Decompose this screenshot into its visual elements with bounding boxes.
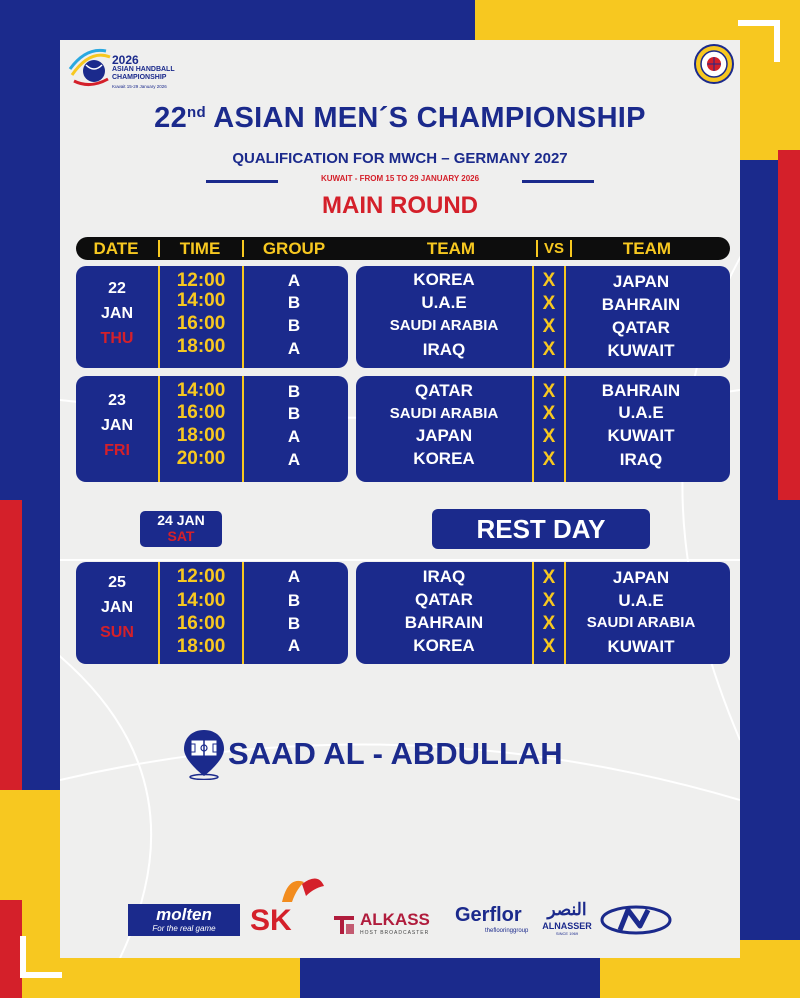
- versus-mark: X: [542, 339, 556, 360]
- match-group: A: [287, 271, 301, 290]
- day-1-time-box: [76, 266, 348, 368]
- title-number: 22: [154, 102, 188, 134]
- page-title: [60, 102, 740, 135]
- header-time: TIME: [179, 239, 221, 258]
- dates-line: KUWAIT - FROM 15 TO 29 JANUARY 2026: [320, 174, 480, 183]
- corner-bracket-top-right: [738, 20, 780, 62]
- alkass-logo-icon: [332, 912, 356, 936]
- versus-mark: X: [542, 590, 556, 611]
- home-team: SAUDI ARABIA: [389, 405, 499, 422]
- background-red-strip: [778, 150, 800, 500]
- sponsor-gerflor-name: Gerflor: [455, 904, 522, 926]
- subtitle: QUALIFICATION FOR MWCH – GERMANY 2027: [232, 150, 568, 167]
- logo-line-1: ASIAN HANDBALL: [112, 66, 175, 73]
- corner-bracket-bottom-left: [20, 936, 62, 978]
- rest-date-text: 24 JAN: [157, 512, 205, 528]
- day-weekday: SUN: [100, 624, 134, 641]
- sponsor-alkass-name: ALKASS: [360, 910, 430, 929]
- day-number: 23: [108, 392, 126, 409]
- away-team: JAPAN: [612, 272, 670, 291]
- versus-mark: X: [542, 316, 556, 337]
- match-time: 12:00: [176, 566, 226, 587]
- home-team: KOREA: [413, 636, 475, 655]
- match-time: 14:00: [176, 380, 226, 401]
- background-red-strip-bottom: [0, 900, 22, 998]
- sponsors-bar: [60, 870, 740, 958]
- home-team: IRAQ: [422, 340, 466, 359]
- match-time: 18:00: [176, 636, 226, 657]
- schedule-header: [76, 237, 730, 260]
- sponsor-gerflor-tagline: theflooringgroup: [485, 928, 529, 934]
- away-team: U.A.E: [618, 403, 664, 422]
- match-group: B: [287, 293, 301, 312]
- versus-mark: X: [542, 613, 556, 634]
- header-team-2: TEAM: [622, 239, 672, 258]
- championship-logo: [68, 43, 188, 95]
- sponsor-molten-tagline: For the real game: [152, 924, 216, 933]
- home-team: QATAR: [415, 381, 473, 400]
- match-group: A: [287, 567, 301, 586]
- logo-year: 2026: [112, 53, 139, 67]
- match-group: B: [287, 404, 301, 423]
- match-time: 16:00: [176, 313, 226, 334]
- match-group: A: [287, 636, 301, 655]
- title-text: ASIAN MEN´S CHAMPIONSHIP: [205, 102, 646, 134]
- home-team: JAPAN: [415, 426, 473, 445]
- match-group: B: [287, 591, 301, 610]
- sponsor-alnasser-arabic: النصر: [547, 900, 587, 919]
- sponsor-sk: SK: [250, 904, 292, 937]
- match-time: 12:00: [176, 270, 226, 291]
- away-team: KUWAIT: [607, 426, 675, 445]
- versus-mark: X: [542, 636, 556, 657]
- day-number: 22: [108, 280, 126, 297]
- logo-line-2: CHAMPIONSHIP: [112, 74, 167, 81]
- match-group: A: [287, 450, 301, 469]
- main-round-heading: MAIN ROUND: [322, 192, 478, 219]
- match-group: B: [287, 614, 301, 633]
- day-weekday: FRI: [104, 442, 130, 459]
- location-pin-icon: [181, 728, 227, 780]
- versus-mark: X: [542, 293, 556, 314]
- match-group: A: [287, 339, 301, 358]
- match-group: B: [287, 382, 301, 401]
- day-1-teams-box: [356, 266, 730, 368]
- versus-mark: X: [542, 449, 556, 470]
- away-team: QATAR: [612, 318, 670, 337]
- versus-mark: X: [542, 426, 556, 447]
- logo-line-3: Kuwait 15-29 January 2026: [112, 84, 167, 89]
- sponsor-molten: [128, 904, 240, 936]
- federation-emblem-icon: [694, 44, 734, 84]
- match-time: 20:00: [176, 448, 226, 469]
- rest-day-date: [140, 511, 222, 547]
- away-team: IRAQ: [619, 450, 663, 469]
- home-team: KOREA: [413, 270, 475, 289]
- home-team: KOREA: [413, 449, 475, 468]
- match-time: 14:00: [176, 290, 226, 311]
- match-group: B: [287, 316, 301, 335]
- day-weekday: THU: [100, 330, 134, 347]
- versus-mark: X: [542, 270, 556, 291]
- sponsor-alnasser: [538, 900, 596, 940]
- sponsor-molten-name: molten: [156, 905, 212, 924]
- away-team: KUWAIT: [607, 341, 675, 360]
- away-team: BAHRAIN: [601, 381, 681, 400]
- home-team: IRAQ: [422, 567, 466, 586]
- day-2-time-box: [76, 376, 348, 482]
- sponsor-alkass: [332, 910, 452, 940]
- day-3-time-box: [76, 562, 348, 664]
- day-3-teams-box: [356, 562, 730, 664]
- versus-mark: X: [542, 381, 556, 402]
- rest-weekday-text: SAT: [167, 528, 195, 544]
- n-brand-logo-icon: [600, 904, 672, 936]
- away-team: U.A.E: [618, 591, 664, 610]
- away-team: SAUDI ARABIA: [586, 614, 696, 631]
- match-group: A: [287, 427, 301, 446]
- home-team: SAUDI ARABIA: [389, 317, 499, 334]
- venue-name: SAAD AL - ABDULLAH: [228, 736, 563, 771]
- handball-logo-icon: [68, 45, 112, 89]
- sponsor-alkass-tagline: HOST BROADCASTER: [360, 930, 430, 936]
- away-team: KUWAIT: [607, 637, 675, 656]
- header-team-1: TEAM: [426, 239, 476, 258]
- versus-mark: X: [542, 567, 556, 588]
- match-time: 16:00: [176, 613, 226, 634]
- rest-day-label: REST DAY: [432, 509, 650, 549]
- header-date: DATE: [93, 239, 139, 258]
- header-group: GROUP: [262, 239, 326, 258]
- match-time: 18:00: [176, 336, 226, 357]
- match-time: 14:00: [176, 590, 226, 611]
- sponsor-alnasser-name: ALNASSER: [542, 921, 592, 931]
- away-team: BAHRAIN: [601, 295, 681, 314]
- day-2-teams-box: [356, 376, 730, 482]
- day-month: JAN: [100, 417, 133, 434]
- home-team: U.A.E: [421, 293, 467, 312]
- day-month: JAN: [100, 599, 133, 616]
- sponsor-gerflor: [455, 904, 535, 940]
- home-team: QATAR: [415, 590, 473, 609]
- poster-panel: [60, 40, 740, 958]
- sponsor-alnasser-tagline: SINCE 1969: [555, 931, 579, 936]
- header-vs: VS: [543, 240, 564, 257]
- match-time: 18:00: [176, 425, 226, 446]
- title-suffix: nd: [187, 104, 206, 121]
- versus-mark: X: [542, 403, 556, 424]
- away-team: JAPAN: [612, 568, 670, 587]
- home-team: BAHRAIN: [404, 613, 484, 632]
- day-number: 25: [108, 574, 126, 591]
- day-month: JAN: [100, 305, 133, 322]
- match-time: 16:00: [176, 402, 226, 423]
- sk-butterfly-icon: [278, 872, 326, 908]
